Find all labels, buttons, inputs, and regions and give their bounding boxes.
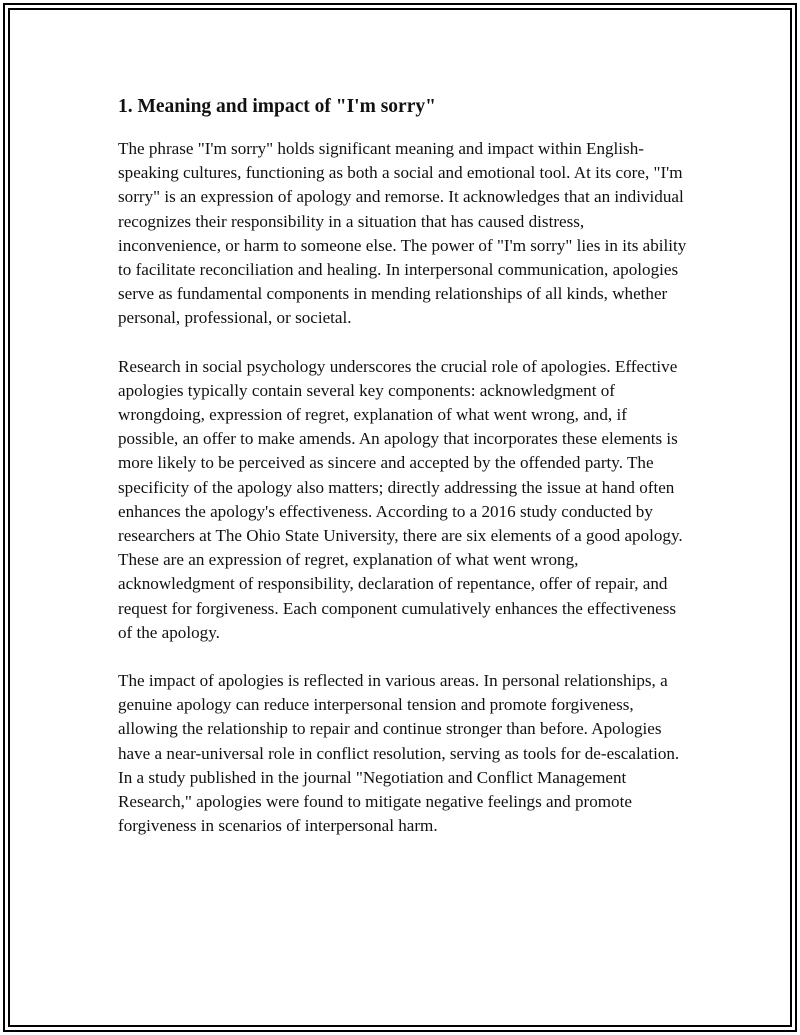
paragraph-impact: The impact of apologies is reflected in various areas. In personal relationships, a genuine apology can reduce interpersonal tension and promote forgiveness, allowing the relationship to repair and continue stronger than before. Apologies have a near-universal role in conflict resolution, serving as tools for de-escalation. In a study published in the journal "Negotiation and Conflict Management Research," apologies were found to mitigate negative feelings and promote forgiveness in scenarios of interpersonal harm.: [118, 671, 680, 836]
document-body: [118, 94, 690, 862]
paragraph-meaning: The phrase "I'm sorry" holds significant meaning and impact within English-speaking cultures, functioning as both a social and emotional tool. At its core, "I'm sorry" is an expression of apology and remorse. It acknowledges that an individual recognizes their responsibility in a situation that has caused distress, inconvenience, or harm to someone else. The power of "I'm sorry" lies in its ability to facilitate reconciliation and healing. In interpersonal communication, apologies serve as fundamental components in mending relationships of all kinds, whether personal, professional, or societal.: [118, 139, 687, 328]
section-title: 1. Meaning and impact of "I'm sorry": [118, 96, 436, 117]
paragraph-research: Research in social psychology underscores the crucial role of apologies. Effective apologies typically contain several key components: acknowledgment of wrongdoing, expression of regret, explanation of what went wrong, and, if possible, an offer to make amends. An apology that incorporates these elements is more likely to be perceived as sincere and accepted by the offended party. The specificity of the apology also matters; directly addressing the issue at hand often enhances the apology's effectiveness. According to a 2016 study conducted by researchers at The Ohio State University, there are six elements of a good apology. These are an expression of regret, explanation of what went wrong, acknowledgment of responsibility, declaration of repentance, offer of repair, and request for forgiveness. Each component cumulatively enhances the effectiveness of the apology.: [118, 356, 683, 642]
